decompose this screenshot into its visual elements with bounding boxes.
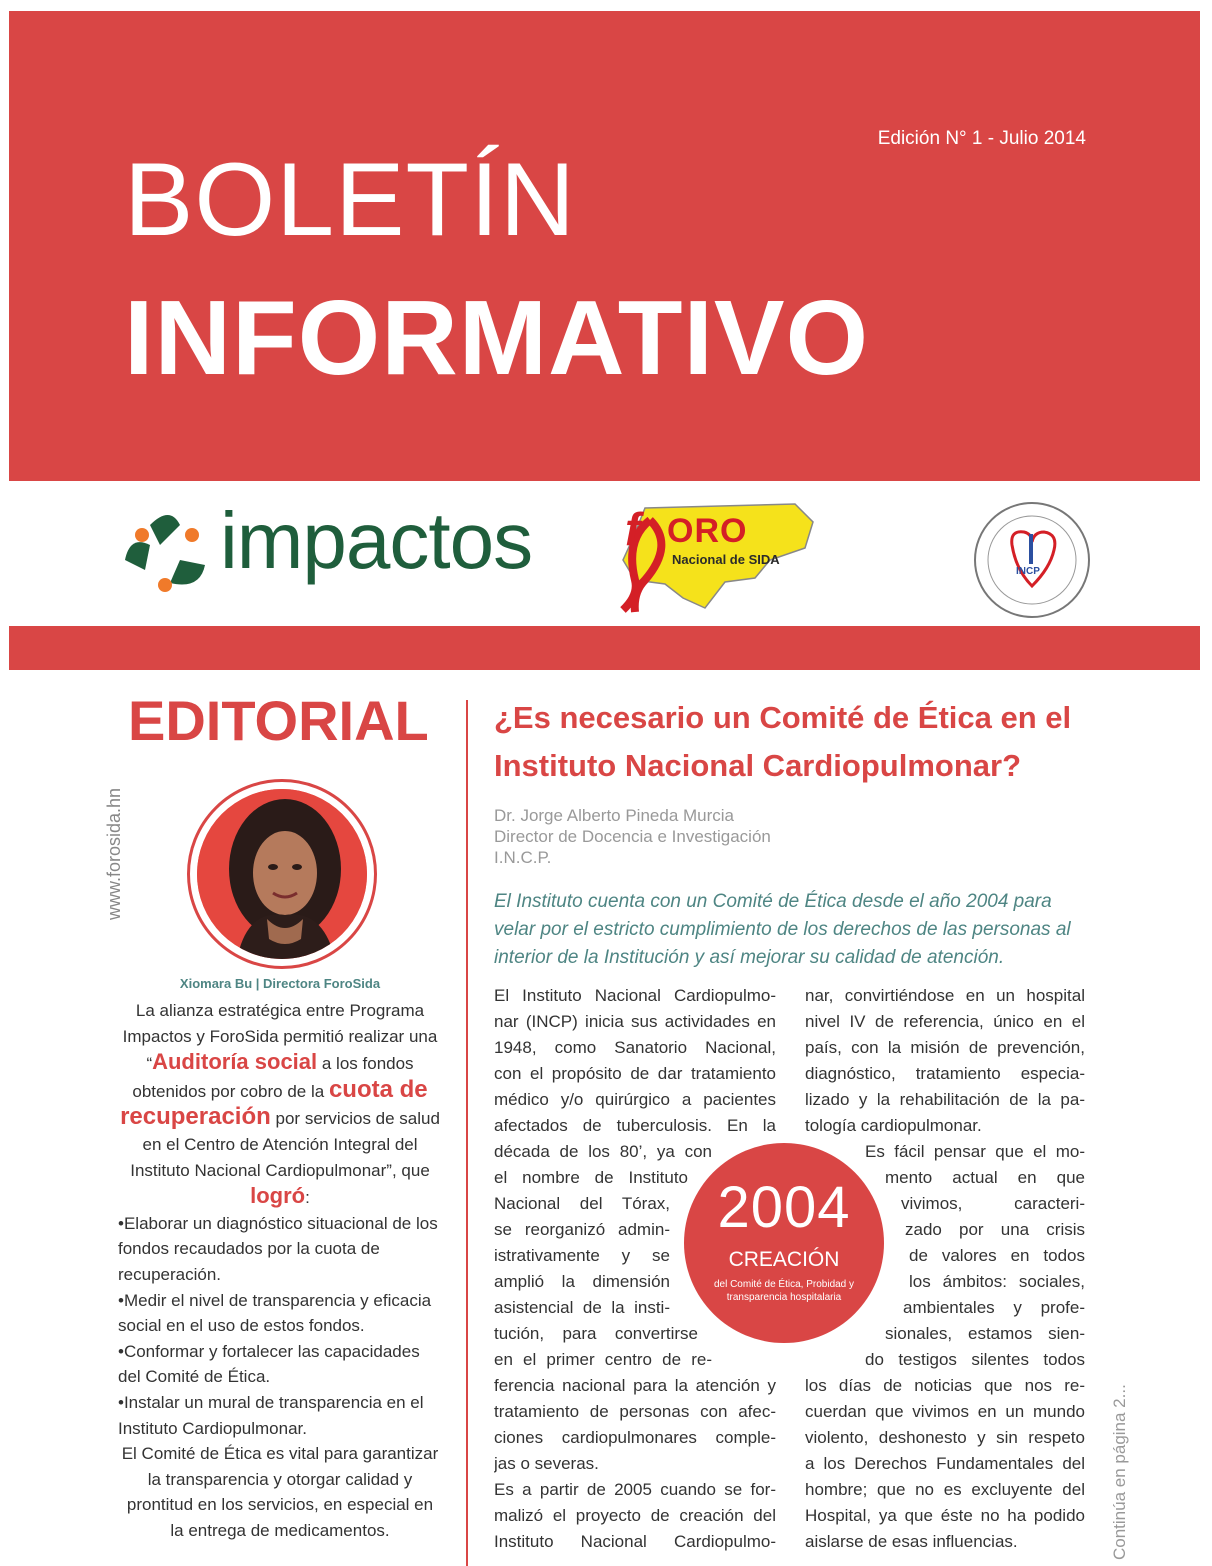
website-vertical-label	[84, 780, 144, 940]
foro-first-letter: f	[625, 503, 641, 555]
foro-subtitle: Nacional de SIDA	[672, 552, 780, 567]
article-line: tratamiento de personas con afec-	[494, 1402, 776, 1421]
article-line: jas o severas.	[494, 1454, 599, 1473]
article-line: zado por una crisis	[905, 1220, 1085, 1239]
article-line: afectados de tuberculosis. En la	[494, 1116, 776, 1135]
article-line: cuerdan que vivimos en un mundo	[805, 1402, 1085, 1421]
article-line: nar (INCP) inicia sus actividades en	[494, 1012, 776, 1031]
impactos-logo	[120, 496, 540, 595]
continue-vertical-label	[1080, 1320, 1130, 1560]
article-line: vivimos, caracteri-	[901, 1194, 1085, 1213]
article-line: amplió la dimensión	[494, 1272, 670, 1291]
intro-text-2: a los fondos obtenidos por cobro de la	[132, 1054, 414, 1101]
article-line: Es fácil pensar que el mo-	[865, 1142, 1085, 1161]
article-line: nivel IV de referencia, único en el	[805, 1012, 1085, 1031]
edition-label: Edición N° 1 - Julio 2014	[877, 128, 1086, 149]
highlight-auditoria: Auditoría social	[152, 1049, 318, 1075]
article-line: Instituto Nacional Cardiopulmo-	[494, 1532, 776, 1551]
badge-year: 2004	[717, 1175, 851, 1240]
article-line: malizó el proyecto de creación del	[494, 1506, 776, 1525]
article-lead: El Instituto cuenta con un Comité de Ética desde el año 2004 para velar por el estricto cumplimiento de los derechos de las personas al interior de la Institución y así mejorar su calidad de atención.	[494, 891, 1071, 968]
article-line: violento, deshonesto y sin respeto	[805, 1428, 1085, 1447]
article-line: Es a partir de 2005 cuando se for-	[494, 1480, 776, 1499]
article-line: el nombre de Instituto	[494, 1168, 688, 1187]
continue-text: Continúa en página 2...	[1110, 1384, 1129, 1560]
intro-text-4: :	[305, 1188, 310, 1208]
foro-title: ORO	[667, 512, 748, 550]
article-line: en el primer centro de re-	[494, 1350, 712, 1369]
editorial-heading: EDITORIAL	[128, 689, 429, 752]
article-line: a los Derechos Fundamentales del	[805, 1454, 1085, 1473]
foro-sida-logo	[605, 500, 820, 615]
article-author	[494, 805, 771, 868]
bullet-item: •Conformar y fortalecer las capacidades del Comité de Ética.	[118, 1341, 420, 1387]
highlight-cuota: cuota de recuperación	[120, 1075, 428, 1131]
article-line: 1948, como Sanatorio Nacional,	[494, 1038, 776, 1057]
bullet-item: •Elaborar un diagnóstico situacional de los fondos recaudados por la cuota de recuperación.	[118, 1213, 438, 1284]
article-line: ciones cardiopulmonares comple-	[494, 1428, 776, 1447]
creation-badge	[684, 1143, 884, 1343]
editorial-intro	[118, 998, 442, 1211]
article-line: los días de noticias que nos re-	[805, 1376, 1085, 1395]
highlight-logro: logró	[250, 1183, 306, 1209]
impactos-wordmark: impactos	[220, 496, 533, 585]
intro-text-3: por servicios de salud en el Centro de Atención Integral del Instituto Nacional Cardiopulmonar”, que	[130, 1109, 440, 1180]
article-line: do testigos silentes todos	[865, 1350, 1085, 1369]
article-line: Nacional del Tórax,	[494, 1194, 670, 1213]
title-line-1: BOLETÍN	[124, 142, 576, 258]
editorial-byline: Xiomara Bu | Directora ForoSida	[179, 976, 381, 991]
incp-seal-logo	[972, 500, 1092, 620]
article-line: tología cardiopulmonar.	[805, 1116, 982, 1135]
incp-seal-icon	[972, 500, 1092, 620]
article-headline: ¿Es necesario un Comité de Ética en el Instituto Nacional Cardiopulmonar?	[494, 700, 1072, 783]
author-role: Director de Docencia e Investigación	[494, 827, 771, 846]
article-line: ambientales y profe-	[903, 1298, 1085, 1317]
author-org: I.N.C.P.	[494, 848, 552, 867]
article-line: médico y/o quirúrgico a pacientes	[494, 1090, 776, 1109]
article-line: sionales, estamos sien-	[885, 1324, 1085, 1343]
author-name: Dr. Jorge Alberto Pineda Murcia	[494, 806, 735, 825]
article-line: ferencia nacional para la atención y	[494, 1376, 776, 1395]
editorial-closing: El Comité de Ética es vital para garantizar la transparencia y otorgar calidad y prontitud en los servicios, en especial en la entrega de medicamentos.	[121, 1444, 439, 1540]
header-bottom-bar	[9, 626, 1200, 670]
article-line: se reorganizó admin-	[494, 1220, 670, 1239]
article-line: con el propósito de dar tratamiento	[494, 1064, 776, 1083]
article-line: los ámbitos: sociales,	[909, 1272, 1085, 1291]
badge-label: CREACIÓN	[728, 1248, 840, 1271]
article-line: aislarse de esas influencias.	[805, 1532, 1018, 1551]
article-line: mento actual en que	[885, 1168, 1085, 1187]
editorial-body	[118, 998, 442, 1543]
column-divider	[466, 700, 468, 1566]
article-line: nar, convirtiéndose en un hospital	[805, 986, 1085, 1005]
article-line: hombre; que no es excluyente del	[805, 1480, 1085, 1499]
article-line: lizado y la rehabilitación de la pa-	[805, 1090, 1085, 1109]
article-line: istrativamente y se	[494, 1246, 670, 1265]
portrait-photo	[197, 789, 367, 959]
intro-text-1: La alianza estratégica entre Programa Impactos y ForoSida permitió realizar una “	[122, 1001, 438, 1074]
title-line-2: INFORMATIVO	[124, 279, 870, 397]
article-line: Hospital, ya que éste no ha podido	[805, 1506, 1085, 1525]
article-line: diagnóstico, tratamiento especia-	[805, 1064, 1085, 1083]
article-line: década de los 80’, ya con	[494, 1142, 712, 1161]
bullet-item: •Instalar un mural de transparencia en el Instituto Cardiopulmonar.	[118, 1392, 424, 1438]
article-line: asistencial de la insti-	[494, 1298, 670, 1317]
article-line: país, con la misión de prevención,	[805, 1038, 1085, 1057]
bullet-item: •Medir el nivel de transparencia y eficacia social en el uso de estos fondos.	[118, 1290, 432, 1336]
author-portrait	[187, 779, 377, 969]
article-line: tución, para convertirse	[494, 1324, 698, 1343]
incp-center-text: INCP	[1016, 566, 1040, 577]
impactos-mark-icon	[120, 505, 220, 595]
badge-subtitle: del Comité de Ética, Probidad y transparencia hospitalaria	[713, 1279, 855, 1303]
website-url: www.forosida.hn	[104, 787, 124, 920]
article-line: El Instituto Nacional Cardiopulmo-	[494, 986, 776, 1005]
portrait-figure-icon	[197, 789, 367, 959]
article-line: de valores en todos	[909, 1246, 1085, 1265]
